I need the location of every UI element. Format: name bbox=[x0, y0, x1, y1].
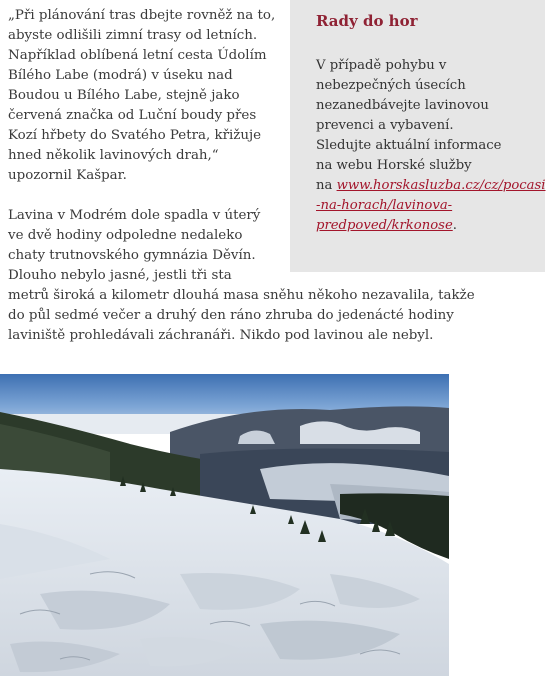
sidebar-link-line bbox=[316, 196, 531, 216]
mountain-rescue-link-part[interactable]: predpoved/krkonose bbox=[316, 218, 453, 233]
paragraph-line: laviniště prohledávali záchranáři. Nikdo pod lavinou ale nebyl. bbox=[8, 328, 434, 343]
link-prefix: na bbox=[316, 178, 337, 193]
paragraph-line: Dlouho nebylo jasné, jestli tři sta bbox=[8, 268, 232, 283]
sidebar-text-line: V případě pohybu v bbox=[316, 58, 447, 73]
sidebar-text-line: Sledujte aktuální informace bbox=[316, 138, 502, 153]
sidebar-text-line: prevenci a vybavení. bbox=[316, 118, 454, 133]
paragraph-line: do půl sedmé večer a druhý den ráno zhruba do jedenácté hodiny bbox=[8, 308, 454, 323]
sidebar-text-line: nebezpečných úsecích bbox=[316, 78, 466, 93]
mountain-rescue-link-part[interactable]: -na-horach/lavinova- bbox=[316, 198, 453, 213]
sidebar-link-line bbox=[316, 216, 531, 236]
sidebar-text-line: nezanedbávejte lavinovou bbox=[316, 98, 489, 113]
avalanche-landscape-image bbox=[0, 374, 449, 676]
paragraph-line: metrů široká a kilometr dlouhá masa sněhu někoho nezavalila, takže bbox=[8, 288, 475, 303]
paragraph-line: Lavina v Modrém dole spadla v úterý bbox=[8, 208, 261, 223]
paragraph-line: chaty trutnovského gymnázia Děvín. bbox=[8, 248, 256, 263]
mountain-rescue-link[interactable]: www.horskasluzba.cz/cz/pocasi bbox=[336, 178, 546, 193]
paragraph-line: ve dvě hodiny odpoledne nedaleko bbox=[8, 228, 243, 243]
link-suffix: . bbox=[452, 218, 457, 233]
article-paragraph-1: „Při plánování tras dbejte rovněž na to, abyste odlišili zimní trasy od letních. Například oblíbená letní cesta Údolím Bílého Labe (modrá) v úseku nad Boudou u Bílého Labe, stejně jako červená značka od Luční boudy přes Kozí hřbety do Svatého Petra, křižuje hned několik lavinových drah,“ upozornil Kašpar. bbox=[8, 8, 276, 183]
sidebar-link-line bbox=[316, 176, 546, 196]
avalanche-photo bbox=[0, 374, 449, 676]
sidebar-text bbox=[316, 56, 546, 236]
tips-sidebar bbox=[290, 0, 545, 272]
sidebar-text-line: na webu Horské služby bbox=[316, 158, 472, 173]
sidebar-title: Rady do hor bbox=[316, 12, 418, 30]
